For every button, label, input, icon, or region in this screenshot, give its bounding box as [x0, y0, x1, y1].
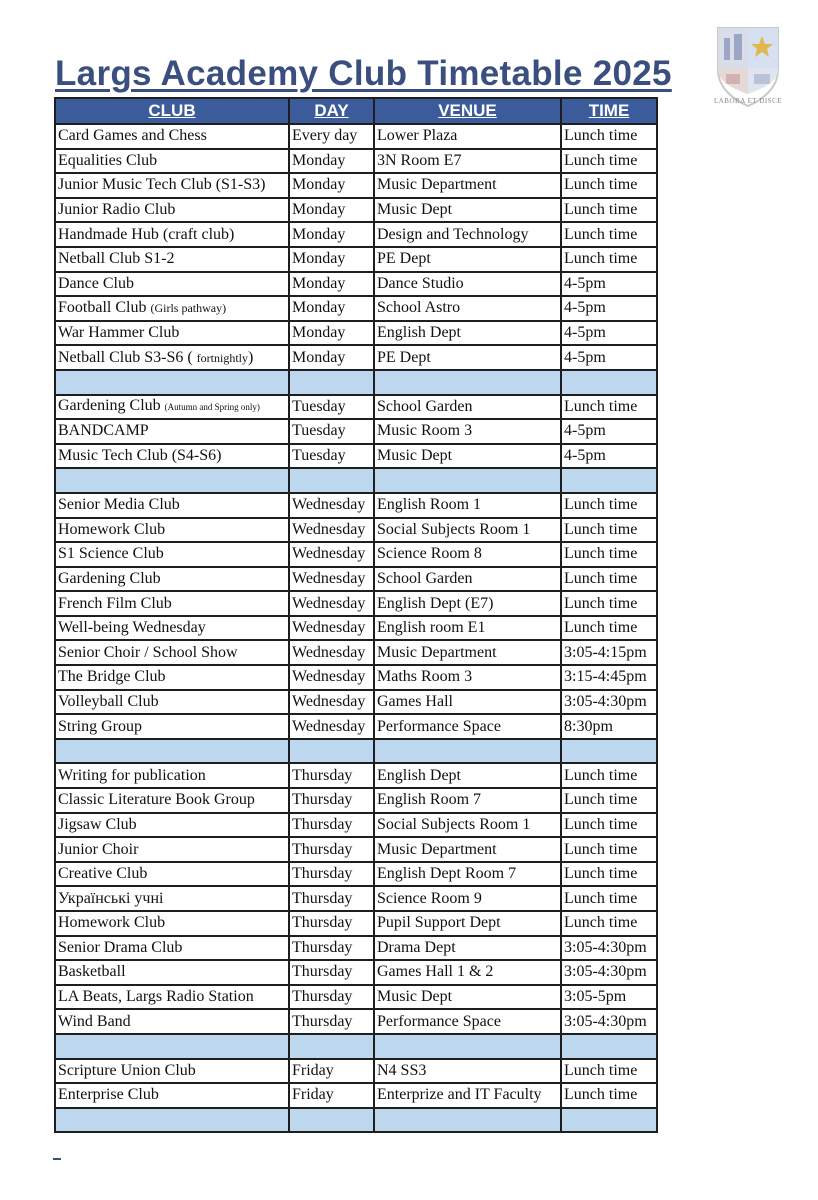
table-row: [55, 1059, 657, 1084]
table-row: [55, 247, 657, 272]
day-cell: Friday: [289, 1059, 374, 1084]
club-name: Card Games and Chess: [58, 127, 207, 145]
day-cell: Wednesday: [289, 591, 374, 616]
time-cell: Lunch time: [561, 862, 657, 887]
day-cell: Friday: [289, 1083, 374, 1108]
table-row: [55, 591, 657, 616]
day-cell: Every day: [289, 124, 374, 149]
day-cell: Wednesday: [289, 690, 374, 715]
time-cell: Lunch time: [561, 518, 657, 543]
venue-cell: English Dept (E7): [374, 591, 561, 616]
venue-cell: School Garden: [374, 395, 561, 420]
club-cell: [55, 960, 289, 985]
time-cell: Lunch time: [561, 247, 657, 272]
table-row: [55, 345, 657, 370]
club-name: String Group: [58, 717, 142, 735]
table-row: [55, 911, 657, 936]
table-row: [55, 862, 657, 887]
club-cell: [55, 1059, 289, 1084]
separator-cell: [289, 1108, 374, 1133]
club-name: Netball Club S1-2: [58, 250, 175, 268]
club-cell: [55, 837, 289, 862]
day-cell: Wednesday: [289, 640, 374, 665]
day-cell: Wednesday: [289, 567, 374, 592]
venue-cell: Music Department: [374, 173, 561, 198]
separator-cell: [374, 468, 561, 493]
club-note-tail: ): [248, 348, 254, 366]
club-name: Writing for publication: [58, 766, 206, 784]
separator-cell: [561, 468, 657, 493]
separator-cell: [55, 370, 289, 395]
day-cell: Monday: [289, 272, 374, 297]
separator-cell: [374, 1108, 561, 1133]
venue-cell: Games Hall 1 & 2: [374, 960, 561, 985]
venue-cell: N4 SS3: [374, 1059, 561, 1084]
footer-dash: [53, 1158, 61, 1160]
time-cell: 4-5pm: [561, 321, 657, 346]
table-row: [55, 763, 657, 788]
time-cell: Lunch time: [561, 222, 657, 247]
separator-cell: [561, 370, 657, 395]
club-name: French Film Club: [58, 594, 172, 612]
time-cell: Lunch time: [561, 788, 657, 813]
table-row: [55, 542, 657, 567]
club-name: Senior Choir / School Show: [58, 643, 238, 661]
club-name: Jigsaw Club: [58, 815, 137, 833]
club-name: Classic Literature Book Group: [58, 791, 255, 809]
day-cell: Monday: [289, 173, 374, 198]
club-name: Scripture Union Club: [58, 1061, 196, 1079]
venue-cell: Science Room 9: [374, 886, 561, 911]
table-row: [55, 640, 657, 665]
venue-cell: Science Room 8: [374, 542, 561, 567]
venue-cell: English Dept Room 7: [374, 862, 561, 887]
club-name: Senior Drama Club: [58, 938, 183, 956]
time-cell: Lunch time: [561, 763, 657, 788]
day-separator-row: [55, 370, 657, 395]
separator-cell: [289, 468, 374, 493]
table-row: [55, 395, 657, 420]
table-row: [55, 886, 657, 911]
separator-cell: [289, 1034, 374, 1059]
time-cell: Lunch time: [561, 567, 657, 592]
club-cell: [55, 911, 289, 936]
club-cell: [55, 862, 289, 887]
club-name: Volleyball Club: [58, 692, 159, 710]
time-cell: Lunch time: [561, 542, 657, 567]
day-cell: Thursday: [289, 960, 374, 985]
time-cell: Lunch time: [561, 591, 657, 616]
separator-cell: [374, 739, 561, 764]
club-cell: [55, 567, 289, 592]
table-row: [55, 1009, 657, 1034]
day-separator-row: [55, 468, 657, 493]
table-row: [55, 1083, 657, 1108]
time-cell: Lunch time: [561, 395, 657, 420]
day-separator-row: [55, 1034, 657, 1059]
day-cell: Thursday: [289, 813, 374, 838]
day-cell: Thursday: [289, 763, 374, 788]
club-note: fortnightly: [196, 350, 248, 365]
club-name: Netball Club S3-S6 (: [58, 348, 193, 366]
venue-cell: Music Dept: [374, 444, 561, 469]
day-cell: Monday: [289, 296, 374, 321]
club-name: LA Beats, Largs Radio Station: [58, 988, 254, 1006]
table-row: [55, 936, 657, 961]
table-row: [55, 567, 657, 592]
table-header-row: [55, 98, 657, 124]
club-cell: [55, 1083, 289, 1108]
time-cell: 3:05-4:15pm: [561, 640, 657, 665]
venue-cell: Music Dept: [374, 985, 561, 1010]
time-cell: Lunch time: [561, 886, 657, 911]
separator-cell: [55, 739, 289, 764]
table-row: [55, 444, 657, 469]
time-cell: 3:05-5pm: [561, 985, 657, 1010]
header-day: DAY: [289, 98, 374, 124]
time-cell: Lunch time: [561, 837, 657, 862]
venue-cell: PE Dept: [374, 247, 561, 272]
venue-cell: Maths Room 3: [374, 665, 561, 690]
day-cell: Thursday: [289, 788, 374, 813]
time-cell: 4-5pm: [561, 272, 657, 297]
club-name: S1 Science Club: [58, 545, 164, 563]
venue-cell: Design and Technology: [374, 222, 561, 247]
time-cell: Lunch time: [561, 149, 657, 174]
club-cell: [55, 124, 289, 149]
table-row: [55, 296, 657, 321]
separator-cell: [561, 1108, 657, 1133]
day-cell: Thursday: [289, 936, 374, 961]
separator-cell: [561, 739, 657, 764]
day-cell: Wednesday: [289, 714, 374, 739]
venue-cell: Dance Studio: [374, 272, 561, 297]
day-cell: Monday: [289, 149, 374, 174]
crest-motto: LABORA ET DISCE: [713, 97, 783, 105]
day-cell: Wednesday: [289, 518, 374, 543]
club-cell: [55, 272, 289, 297]
time-cell: Lunch time: [561, 493, 657, 518]
day-cell: Tuesday: [289, 395, 374, 420]
day-cell: Thursday: [289, 911, 374, 936]
club-cell: [55, 690, 289, 715]
time-cell: Lunch time: [561, 1083, 657, 1108]
table-row: [55, 837, 657, 862]
club-name: BANDCAMP: [58, 422, 149, 440]
club-name: Homework Club: [58, 520, 166, 538]
time-cell: 4-5pm: [561, 296, 657, 321]
table-row: [55, 321, 657, 346]
club-name: Well-being Wednesday: [58, 619, 206, 637]
time-cell: 3:05-4:30pm: [561, 936, 657, 961]
club-cell: [55, 247, 289, 272]
venue-cell: 3N Room E7: [374, 149, 561, 174]
club-cell: [55, 665, 289, 690]
table-row: [55, 198, 657, 223]
club-name: Enterprise Club: [58, 1086, 159, 1104]
club-name: Українські учні: [58, 889, 164, 907]
club-name: Junior Radio Club: [58, 201, 176, 219]
club-cell: [55, 518, 289, 543]
day-cell: Wednesday: [289, 542, 374, 567]
table-row: [55, 518, 657, 543]
club-cell: [55, 198, 289, 223]
venue-cell: English room E1: [374, 616, 561, 641]
day-cell: Monday: [289, 247, 374, 272]
time-cell: 8:30pm: [561, 714, 657, 739]
time-cell: 3:05-4:30pm: [561, 1009, 657, 1034]
venue-cell: PE Dept: [374, 345, 561, 370]
table-row: [55, 985, 657, 1010]
venue-cell: English Dept: [374, 321, 561, 346]
time-cell: Lunch time: [561, 616, 657, 641]
venue-cell: Performance Space: [374, 714, 561, 739]
header-club: CLUB: [55, 98, 289, 124]
club-cell: [55, 591, 289, 616]
table-row: [55, 272, 657, 297]
venue-cell: Music Department: [374, 837, 561, 862]
club-name: Gardening Club: [58, 397, 161, 415]
time-cell: 4-5pm: [561, 345, 657, 370]
day-cell: Thursday: [289, 886, 374, 911]
table-row: [55, 813, 657, 838]
page-title: Largs Academy Club Timetable 2025: [55, 54, 672, 93]
venue-cell: Social Subjects Room 1: [374, 813, 561, 838]
club-cell: [55, 493, 289, 518]
header-time: TIME: [561, 98, 657, 124]
club-cell: [55, 222, 289, 247]
club-name: Homework Club: [58, 914, 166, 932]
venue-cell: School Astro: [374, 296, 561, 321]
venue-cell: Games Hall: [374, 690, 561, 715]
day-cell: Tuesday: [289, 444, 374, 469]
club-cell: [55, 763, 289, 788]
venue-cell: English Room 7: [374, 788, 561, 813]
table-row: [55, 222, 657, 247]
club-name: Wind Band: [58, 1012, 131, 1030]
club-cell: [55, 173, 289, 198]
separator-cell: [561, 1034, 657, 1059]
venue-cell: English Room 1: [374, 493, 561, 518]
table-row: [55, 149, 657, 174]
club-season-note: (Autumn and Spring only): [164, 402, 260, 413]
time-cell: 3:15-4:45pm: [561, 665, 657, 690]
school-crest-icon: [712, 24, 784, 108]
day-separator-row: [55, 739, 657, 764]
day-cell: Monday: [289, 321, 374, 346]
day-cell: Monday: [289, 345, 374, 370]
day-cell: Wednesday: [289, 665, 374, 690]
club-cell: [55, 542, 289, 567]
time-cell: Lunch time: [561, 124, 657, 149]
day-cell: Thursday: [289, 1009, 374, 1034]
club-name: Dance Club: [58, 274, 134, 292]
club-cell: [55, 886, 289, 911]
club-cell: [55, 714, 289, 739]
club-name: Senior Media Club: [58, 496, 180, 514]
club-name: Creative Club: [58, 865, 148, 883]
club-name: The Bridge Club: [58, 668, 166, 686]
club-name: War Hammer Club: [58, 324, 180, 342]
table-row: [55, 665, 657, 690]
day-cell: Thursday: [289, 985, 374, 1010]
time-cell: Lunch time: [561, 173, 657, 198]
separator-cell: [374, 1034, 561, 1059]
day-cell: Wednesday: [289, 616, 374, 641]
club-timetable: [54, 97, 658, 1133]
separator-cell: [55, 1108, 289, 1133]
day-cell: Monday: [289, 222, 374, 247]
table-row: [55, 788, 657, 813]
venue-cell: Music Department: [374, 640, 561, 665]
separator-cell: [289, 739, 374, 764]
club-name: Equalities Club: [58, 151, 158, 169]
club-name: Junior Choir: [58, 840, 139, 858]
separator-cell: [374, 370, 561, 395]
header-venue: VENUE: [374, 98, 561, 124]
club-cell: [55, 788, 289, 813]
separator-cell: [55, 468, 289, 493]
club-cell: [55, 149, 289, 174]
venue-cell: Music Dept: [374, 198, 561, 223]
day-cell: Thursday: [289, 862, 374, 887]
table-row: [55, 690, 657, 715]
table-row: [55, 714, 657, 739]
club-name: Junior Music Tech Club (S1-S3): [58, 176, 266, 194]
time-cell: 3:05-4:30pm: [561, 960, 657, 985]
venue-cell: Performance Space: [374, 1009, 561, 1034]
club-cell: [55, 419, 289, 444]
venue-cell: Music Room 3: [374, 419, 561, 444]
table-row: [55, 419, 657, 444]
venue-cell: School Garden: [374, 567, 561, 592]
club-name: Gardening Club: [58, 569, 161, 587]
separator-cell: [289, 370, 374, 395]
venue-cell: Lower Plaza: [374, 124, 561, 149]
club-cell: [55, 444, 289, 469]
table-row: [55, 960, 657, 985]
club-name: Handmade Hub (craft club): [58, 225, 235, 243]
time-cell: 4-5pm: [561, 419, 657, 444]
club-cell: [55, 936, 289, 961]
venue-cell: Enterprize and IT Faculty: [374, 1083, 561, 1108]
table-row: [55, 493, 657, 518]
time-cell: 4-5pm: [561, 444, 657, 469]
club-note: (Girls pathway): [150, 301, 227, 316]
table-row: [55, 173, 657, 198]
day-cell: Wednesday: [289, 493, 374, 518]
venue-cell: Social Subjects Room 1: [374, 518, 561, 543]
club-cell: [55, 813, 289, 838]
venue-cell: Pupil Support Dept: [374, 911, 561, 936]
day-cell: Tuesday: [289, 419, 374, 444]
time-cell: Lunch time: [561, 911, 657, 936]
club-cell: [55, 296, 289, 321]
club-cell: [55, 985, 289, 1010]
time-cell: Lunch time: [561, 1059, 657, 1084]
time-cell: Lunch time: [561, 813, 657, 838]
club-name: Basketball: [58, 963, 126, 981]
club-name: Music Tech Club (S4-S6): [58, 447, 222, 465]
club-cell: [55, 640, 289, 665]
table-row: [55, 616, 657, 641]
time-cell: 3:05-4:30pm: [561, 690, 657, 715]
separator-cell: [55, 1034, 289, 1059]
time-cell: Lunch time: [561, 198, 657, 223]
day-cell: Thursday: [289, 837, 374, 862]
club-cell: [55, 1009, 289, 1034]
day-cell: Monday: [289, 198, 374, 223]
club-cell: [55, 395, 289, 420]
day-separator-row: [55, 1108, 657, 1133]
venue-cell: English Dept: [374, 763, 561, 788]
club-cell: [55, 345, 289, 370]
club-cell: [55, 321, 289, 346]
club-cell: [55, 616, 289, 641]
venue-cell: Drama Dept: [374, 936, 561, 961]
table-row: [55, 124, 657, 149]
club-name: Football Club: [58, 299, 147, 317]
